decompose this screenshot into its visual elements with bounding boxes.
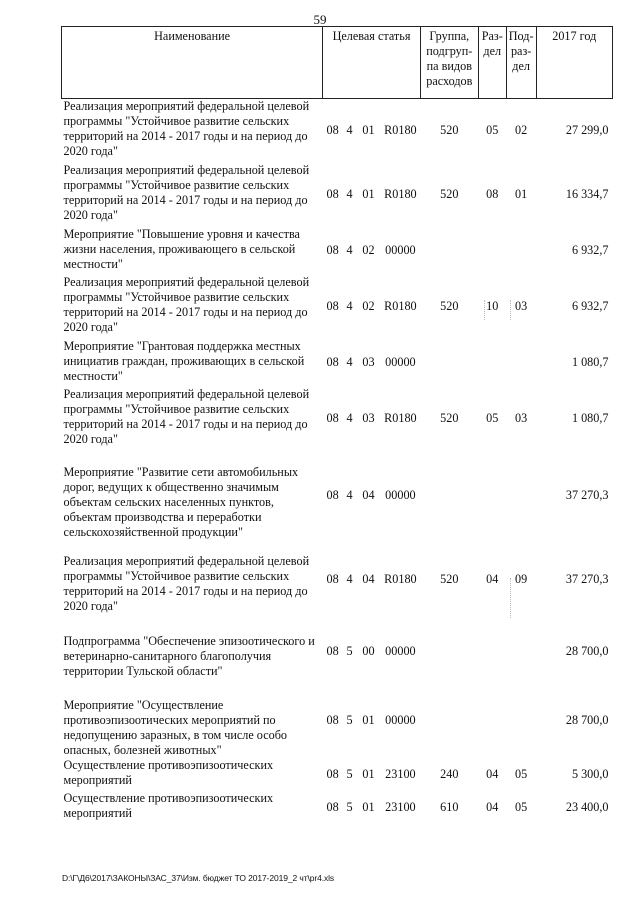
table-row bbox=[62, 163, 613, 227]
cell-c1: 08 bbox=[326, 644, 339, 658]
cell-c4: 00000 bbox=[385, 644, 416, 658]
cell-group bbox=[420, 684, 478, 758]
cell-section bbox=[478, 684, 506, 758]
cell-c3: 03 bbox=[362, 355, 375, 369]
cell-c2: 4 bbox=[346, 299, 353, 313]
header-name: Наименование bbox=[62, 27, 323, 99]
cell-amount: 6 932,7 bbox=[571, 243, 609, 257]
cell-c4: 23100 bbox=[385, 799, 416, 814]
cell-c4: 23100 bbox=[385, 766, 416, 781]
table-row bbox=[62, 758, 613, 791]
cell-c1: 08 bbox=[326, 411, 339, 425]
cell-c3: 01 bbox=[362, 766, 375, 781]
cell-c4: 00000 bbox=[385, 355, 416, 369]
header-target: Целевая статья bbox=[323, 27, 421, 99]
cell-c4: 00000 bbox=[385, 713, 416, 727]
cell-section bbox=[478, 620, 506, 684]
cell-c1: 08 bbox=[326, 123, 339, 138]
file-path-footer: D:\Г\Д6\2017\ЗАКОНЫ\ЗАС_37\Изм. бюджет ТО 2017-2019_2 чт\pr4.xls bbox=[62, 873, 335, 883]
dotted-guide bbox=[510, 300, 511, 320]
cell-c1: 08 bbox=[326, 572, 339, 586]
table-row bbox=[62, 451, 613, 540]
cell-c3: 04 bbox=[362, 572, 375, 586]
dotted-guide bbox=[484, 300, 485, 320]
cell-amount: 1 080,7 bbox=[571, 355, 609, 369]
cell-group: 610 bbox=[440, 799, 459, 814]
cell-amount: 1 080,7 bbox=[571, 411, 609, 425]
cell-section: 08 bbox=[486, 187, 499, 201]
cell-amount: 28 700,0 bbox=[565, 713, 609, 727]
cell-amount: 37 270,3 bbox=[565, 487, 609, 502]
cell-amount: 16 334,7 bbox=[565, 187, 609, 201]
table-row bbox=[62, 99, 613, 163]
cell-amount: 28 700,0 bbox=[565, 644, 609, 658]
table-row bbox=[62, 275, 613, 339]
cell-name: Реализация мероприятий федеральной целевой программы "Устойчивое развитие сельских территорий на 2014 - 2017 годы и на период до 2020 года" bbox=[63, 386, 310, 446]
cell-name: Мероприятие "Осуществление противоэпизоотических мероприятий по недопущению заразных, в том числе особо опасных, болезней животных" bbox=[63, 697, 287, 757]
cell-section: 05 bbox=[486, 411, 499, 425]
cell-group bbox=[420, 451, 478, 540]
cell-c3: 01 bbox=[362, 123, 375, 138]
header-row bbox=[62, 27, 613, 99]
cell-amount: 27 299,0 bbox=[565, 123, 609, 138]
cell-subsection: 05 bbox=[515, 766, 528, 781]
cell-c1: 08 bbox=[326, 487, 339, 502]
table-row bbox=[62, 339, 613, 387]
cell-c3: 01 bbox=[362, 713, 375, 727]
cell-name: Реализация мероприятий федеральной целевой программы "Устойчивое развитие сельских территорий на 2014 - 2017 годы и на период до 2020 года" bbox=[63, 274, 310, 334]
cell-name: Реализация мероприятий федеральной целевой программы "Устойчивое развитие сельских территорий на 2014 - 2017 годы и на период до 2020 года" bbox=[63, 99, 310, 158]
cell-section bbox=[478, 227, 506, 275]
cell-group bbox=[420, 339, 478, 387]
cell-group: 240 bbox=[440, 766, 459, 781]
cell-c4: R0180 bbox=[384, 123, 417, 138]
cell-c1: 08 bbox=[326, 243, 339, 257]
cell-section: 04 bbox=[486, 799, 499, 814]
cell-group: 520 bbox=[440, 411, 459, 425]
cell-name: Мероприятие "Грантовая поддержка местных инициатив граждан, проживающих в сельской местности" bbox=[63, 338, 305, 383]
cell-c2: 4 bbox=[346, 487, 353, 502]
header-year: 2017 год bbox=[536, 27, 612, 99]
cell-c2: 4 bbox=[346, 355, 353, 369]
cell-subsection: 03 bbox=[515, 299, 528, 313]
cell-c3: 04 bbox=[362, 487, 375, 502]
cell-c4: R0180 bbox=[384, 187, 417, 201]
cell-subsection: 09 bbox=[515, 572, 528, 586]
cell-subsection bbox=[506, 620, 536, 684]
cell-c2: 5 bbox=[346, 713, 353, 727]
cell-c3: 01 bbox=[362, 187, 375, 201]
cell-group bbox=[420, 620, 478, 684]
cell-c3: 00 bbox=[362, 644, 375, 658]
cell-c4: 00000 bbox=[385, 243, 416, 257]
cell-group: 520 bbox=[440, 187, 459, 201]
cell-group bbox=[420, 227, 478, 275]
cell-c1: 08 bbox=[326, 355, 339, 369]
cell-c2: 4 bbox=[346, 123, 353, 138]
cell-c4: R0180 bbox=[384, 572, 417, 586]
cell-subsection bbox=[506, 227, 536, 275]
cell-c2: 4 bbox=[346, 187, 353, 201]
cell-subsection: 03 bbox=[515, 411, 528, 425]
table-row bbox=[62, 684, 613, 758]
cell-subsection: 05 bbox=[515, 799, 528, 814]
cell-section bbox=[478, 451, 506, 540]
cell-name: Подпрограмма "Обеспечение эпизоотического и ветеринарно-санитарного благополучия территории Тульской области" bbox=[63, 633, 315, 678]
cell-c2: 5 bbox=[346, 766, 353, 781]
cell-group: 520 bbox=[440, 123, 459, 138]
header-group: Группа, подгруп- па видов расходов bbox=[420, 27, 478, 99]
cell-c2: 5 bbox=[346, 644, 353, 658]
cell-amount: 6 932,7 bbox=[571, 299, 609, 313]
cell-name: Осуществление противоэпизоотических мероприятий bbox=[63, 790, 274, 820]
cell-subsection bbox=[506, 451, 536, 540]
table-row bbox=[62, 791, 613, 824]
cell-c4: R0180 bbox=[384, 299, 417, 313]
cell-subsection: 01 bbox=[515, 187, 528, 201]
cell-c4: 00000 bbox=[385, 487, 416, 502]
cell-amount: 23 400,0 bbox=[565, 799, 609, 814]
cell-subsection bbox=[506, 684, 536, 758]
cell-c4: R0180 bbox=[384, 411, 417, 425]
cell-name: Мероприятие "Развитие сети автомобильных дорог, ведущих к общественно значимым объектам сельских населенных пунктов, объектам производства и переработки сельскохозяйственной продукции" bbox=[63, 464, 299, 539]
table-row bbox=[62, 620, 613, 684]
cell-c1: 08 bbox=[326, 713, 339, 727]
cell-amount: 37 270,3 bbox=[565, 572, 609, 586]
cell-subsection bbox=[506, 339, 536, 387]
cell-c2: 4 bbox=[346, 411, 353, 425]
budget-table bbox=[61, 26, 613, 824]
cell-group: 520 bbox=[440, 299, 459, 313]
cell-name: Осуществление противоэпизоотических мероприятий bbox=[63, 757, 274, 787]
table-row bbox=[62, 540, 613, 620]
cell-c1: 08 bbox=[326, 187, 339, 201]
cell-section: 04 bbox=[486, 766, 499, 781]
page-number: 59 bbox=[313, 12, 327, 27]
cell-group: 520 bbox=[440, 572, 459, 586]
header-section: Раз- дел bbox=[478, 27, 506, 99]
cell-c3: 03 bbox=[362, 411, 375, 425]
cell-section: 04 bbox=[486, 572, 499, 586]
cell-subsection: 02 bbox=[515, 123, 528, 138]
cell-section: 10 bbox=[486, 299, 499, 313]
cell-c3: 01 bbox=[362, 799, 375, 814]
cell-section bbox=[478, 339, 506, 387]
cell-c1: 08 bbox=[326, 299, 339, 313]
cell-c2: 4 bbox=[346, 572, 353, 586]
cell-c3: 02 bbox=[362, 243, 375, 257]
header-subsection: Под- раз- дел bbox=[506, 27, 536, 99]
cell-c2: 5 bbox=[346, 799, 353, 814]
cell-amount: 5 300,0 bbox=[571, 766, 609, 781]
cell-c2: 4 bbox=[346, 243, 353, 257]
cell-section: 05 bbox=[486, 123, 499, 138]
table-row bbox=[62, 227, 613, 275]
dotted-guide bbox=[510, 578, 511, 618]
table-row bbox=[62, 387, 613, 451]
cell-name: Реализация мероприятий федеральной целевой программы "Устойчивое развитие сельских территорий на 2014 - 2017 годы и на период до 2020 года" bbox=[63, 553, 310, 613]
cell-c1: 08 bbox=[326, 766, 339, 781]
cell-c1: 08 bbox=[326, 799, 339, 814]
cell-name: Мероприятие "Повышение уровня и качества жизни населения, проживающего в сельской местности" bbox=[63, 226, 300, 271]
cell-c3: 02 bbox=[362, 299, 375, 313]
cell-name: Реализация мероприятий федеральной целевой программы "Устойчивое развитие сельских территорий на 2014 - 2017 годы и на период до 2020 года" bbox=[63, 162, 310, 222]
